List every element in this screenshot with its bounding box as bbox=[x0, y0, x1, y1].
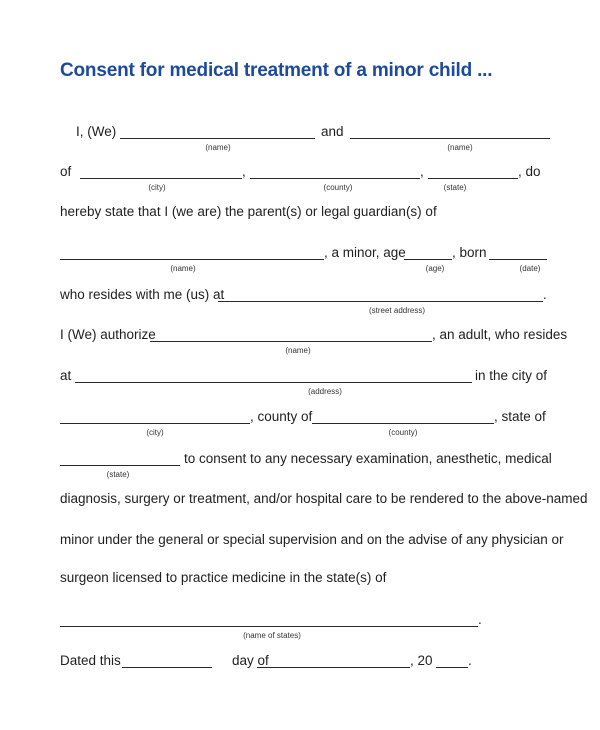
adult-city-field[interactable] bbox=[60, 423, 250, 424]
row-location bbox=[0, 164, 600, 204]
name-field-2[interactable] bbox=[350, 138, 550, 139]
row-diagnosis bbox=[0, 491, 600, 531]
licensed-text: surgeon licensed to practice medicine in the state(s) of bbox=[60, 570, 387, 585]
age-field[interactable] bbox=[404, 259, 452, 260]
caption-city: (city) bbox=[148, 183, 166, 192]
label-of: of bbox=[60, 164, 72, 179]
caption-county-2: (county) bbox=[388, 428, 418, 437]
label-i-we: I, (We) bbox=[76, 124, 117, 139]
diagnosis-text: diagnosis, surgery or treatment, and/or hospital care to be rendered to the above-named bbox=[60, 491, 588, 506]
caption-address: (address) bbox=[308, 387, 342, 396]
state-field[interactable] bbox=[428, 178, 518, 179]
caption-county: (county) bbox=[323, 183, 353, 192]
row-supervision bbox=[0, 532, 600, 572]
residence-text: who resides with me (us) at bbox=[60, 287, 225, 302]
states-field[interactable] bbox=[60, 626, 478, 627]
label-born: , born bbox=[452, 245, 487, 260]
caption-state-2: (state) bbox=[106, 470, 130, 479]
adult-county-field[interactable] bbox=[312, 423, 494, 424]
consent-text: to consent to any necessary examination, anesthetic, medical bbox=[184, 451, 552, 466]
label-dated-this: Dated this bbox=[60, 653, 121, 668]
label-and: and bbox=[321, 124, 344, 139]
month-field[interactable] bbox=[257, 667, 410, 668]
comma-1: , bbox=[242, 164, 246, 179]
adult-name-field[interactable] bbox=[150, 341, 432, 342]
caption-adult-name: (name) bbox=[285, 346, 311, 355]
caption-minor-name: (name) bbox=[170, 264, 196, 273]
caption-name-1: (name) bbox=[205, 143, 231, 152]
supervision-text: minor under the general or special supervision and on the advise of any physician or bbox=[60, 532, 564, 547]
caption-date: (date) bbox=[519, 264, 541, 273]
adult-state-field[interactable] bbox=[60, 465, 180, 466]
adult-address-field[interactable] bbox=[75, 382, 472, 383]
day-field[interactable] bbox=[122, 667, 212, 668]
year-field[interactable] bbox=[436, 667, 468, 668]
label-at: at bbox=[60, 368, 72, 383]
birth-date-field[interactable] bbox=[489, 259, 547, 260]
row-address bbox=[0, 368, 600, 408]
page-title: Consent for medical treatment of a minor child ... bbox=[60, 60, 493, 81]
row-states bbox=[0, 612, 600, 652]
row-minor bbox=[0, 245, 600, 285]
city-field[interactable] bbox=[80, 178, 242, 179]
street-address-field[interactable] bbox=[218, 301, 543, 302]
row-names bbox=[0, 124, 600, 164]
row-residence bbox=[0, 287, 600, 327]
name-field-1[interactable] bbox=[120, 138, 315, 139]
caption-age: (age) bbox=[425, 264, 445, 273]
row-licensed bbox=[0, 570, 600, 610]
row-city-county bbox=[0, 409, 600, 449]
statement-text: hereby state that I (we are) the parent(s) or legal guardian(s) of bbox=[60, 204, 437, 219]
period-14: . bbox=[468, 653, 472, 668]
period-13: . bbox=[478, 612, 482, 627]
caption-city-2: (city) bbox=[146, 428, 164, 437]
comma-2: , bbox=[420, 164, 424, 179]
caption-street-address: (street address) bbox=[368, 306, 426, 315]
label-county-of: , county of bbox=[250, 409, 313, 424]
label-adult-resides: , an adult, who resides bbox=[432, 327, 568, 342]
label-state-of: , state of bbox=[494, 409, 546, 424]
row-consent bbox=[0, 451, 600, 491]
label-comma-20: , 20 bbox=[410, 653, 433, 668]
caption-state: (state) bbox=[443, 183, 467, 192]
label-authorize: I (We) authorize bbox=[60, 327, 156, 342]
minor-name-field[interactable] bbox=[60, 259, 324, 260]
caption-name-of-states: (name of states) bbox=[243, 631, 301, 640]
period-5: . bbox=[543, 287, 547, 302]
label-minor-age: , a minor, age bbox=[324, 245, 406, 260]
label-in-city-of: in the city of bbox=[475, 368, 548, 383]
label-do: , do bbox=[518, 164, 541, 179]
label-day-of: day of bbox=[232, 653, 269, 668]
caption-name-2: (name) bbox=[447, 143, 473, 152]
row-authorize bbox=[0, 327, 600, 367]
row-statement bbox=[0, 204, 600, 244]
county-field[interactable] bbox=[250, 178, 420, 179]
row-dated bbox=[0, 653, 600, 693]
